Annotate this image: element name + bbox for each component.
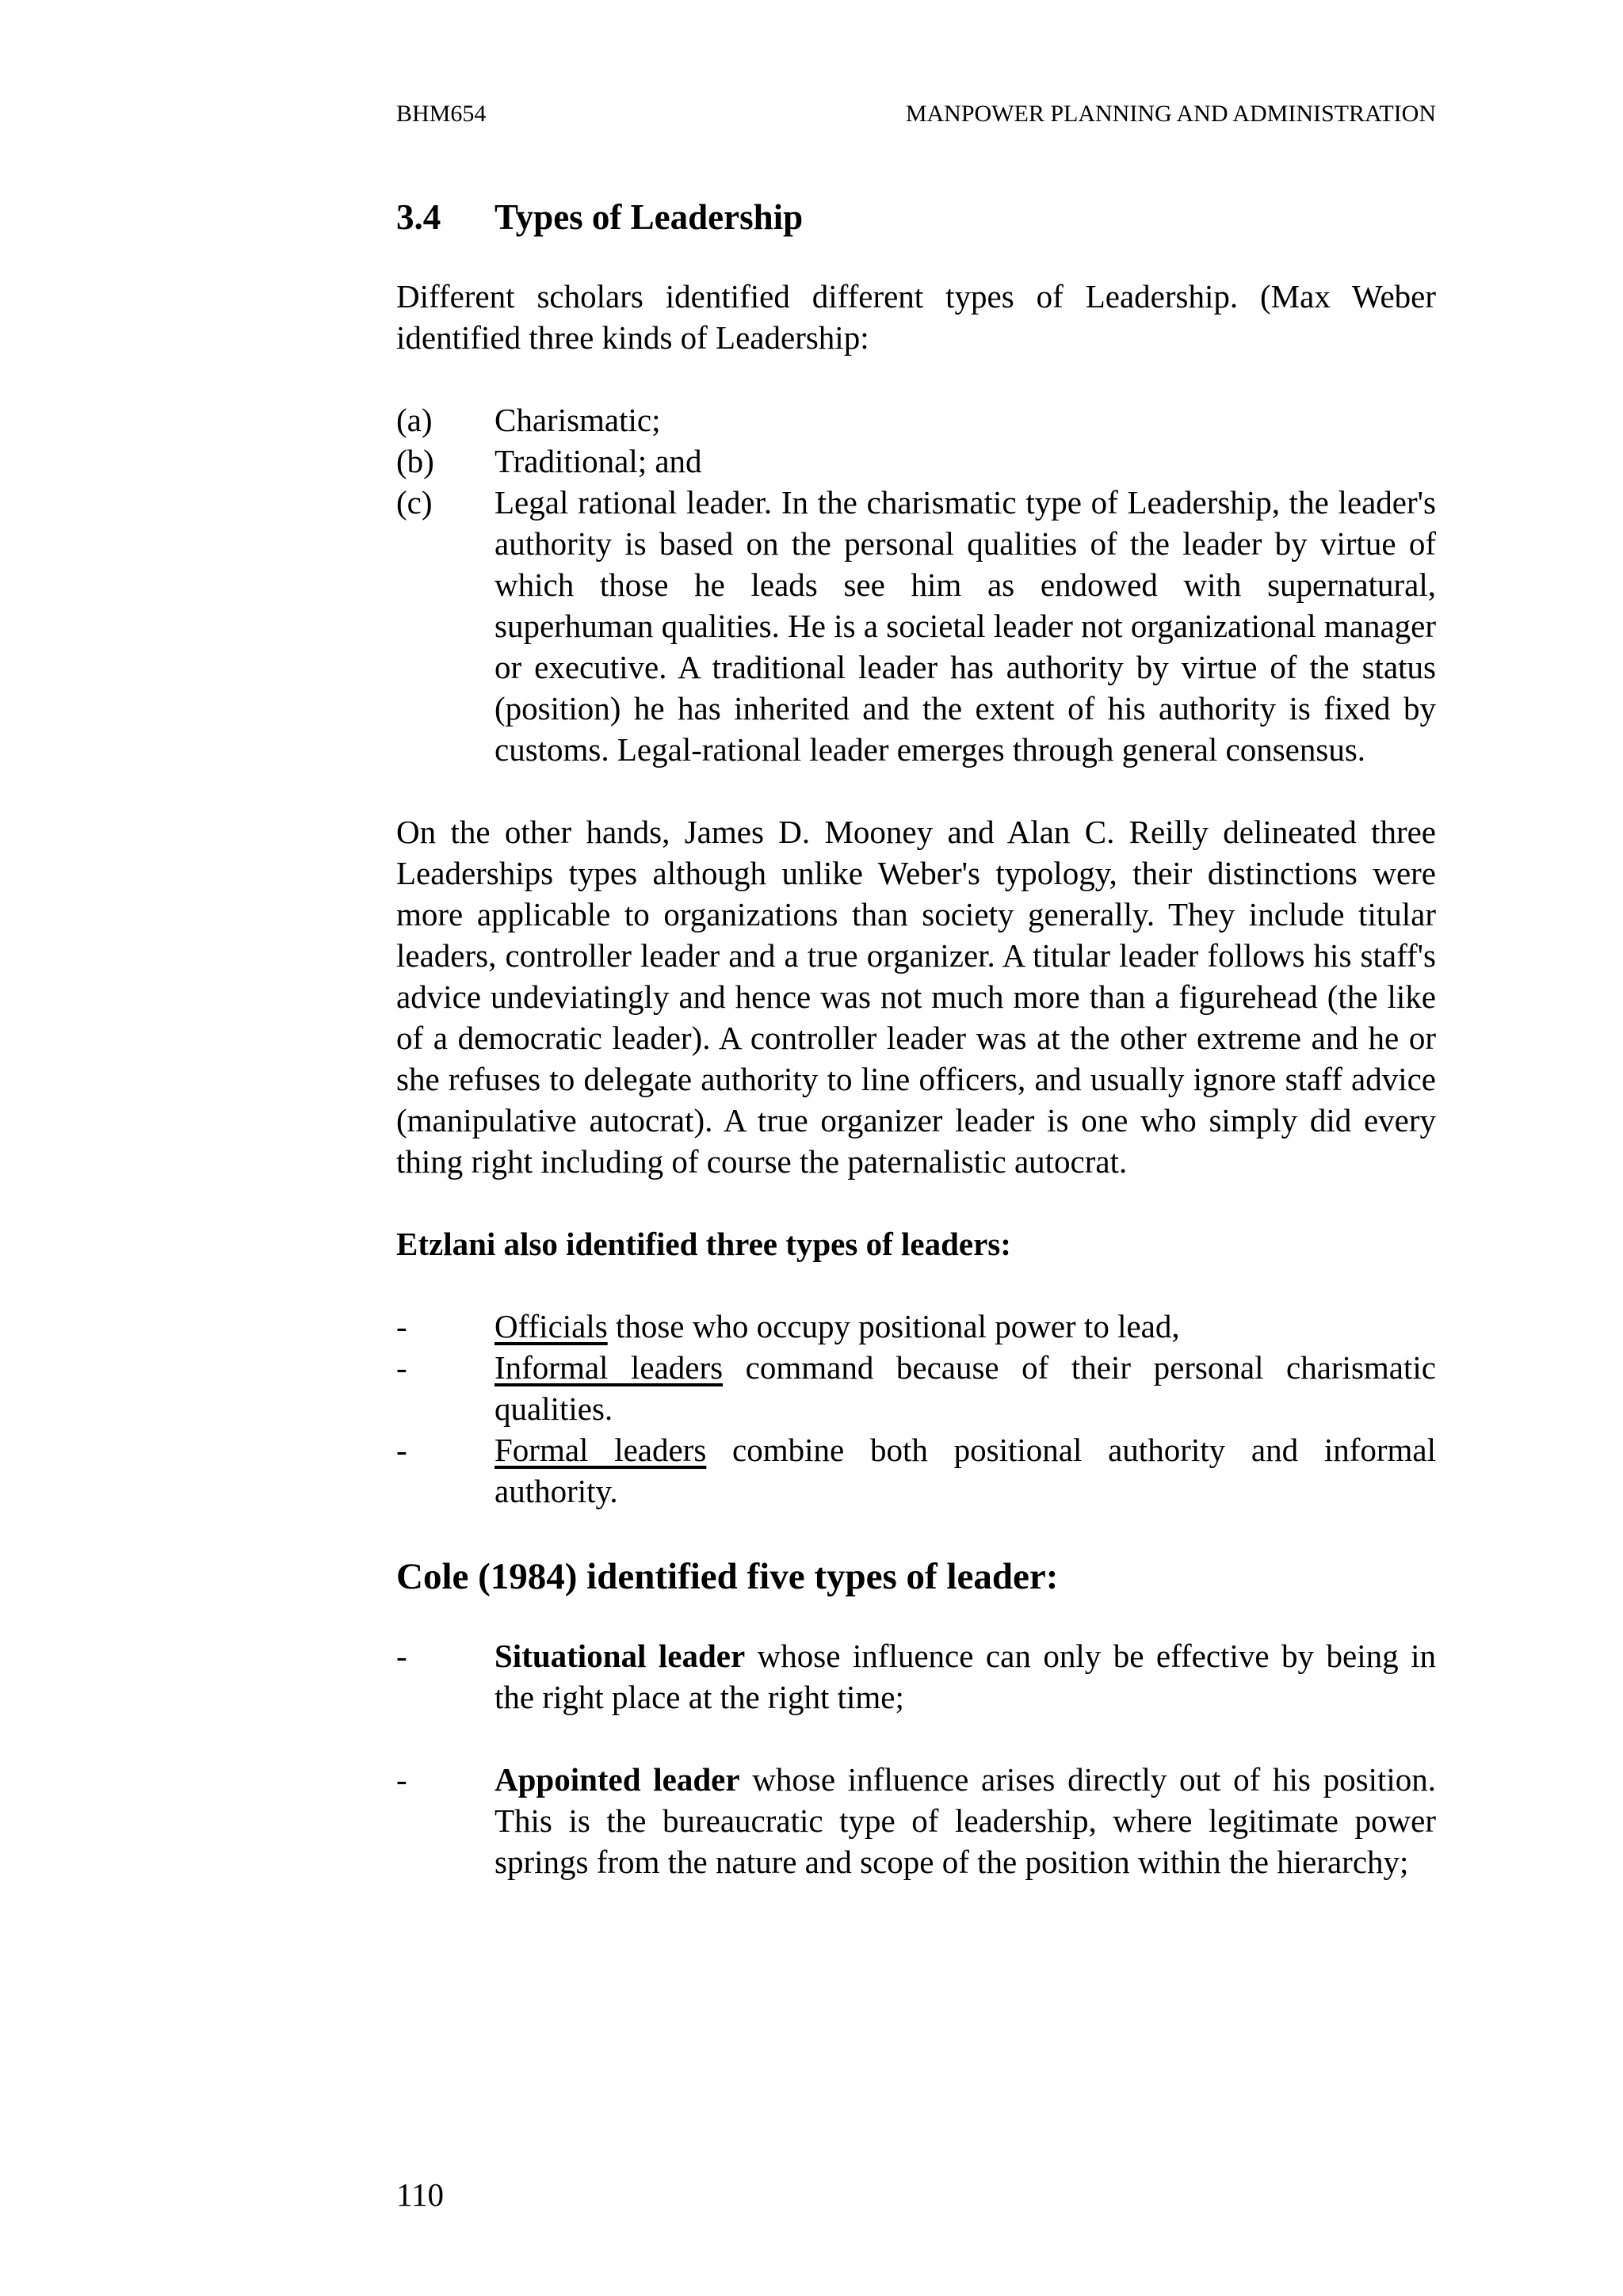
list-item <box>396 441 1436 482</box>
term-situational-leader: Situational leader <box>495 1638 746 1674</box>
list-item-text <box>495 1759 1436 1882</box>
list-item <box>396 399 1436 441</box>
list-item <box>396 1759 1436 1882</box>
list-item <box>396 1347 1436 1429</box>
list-item <box>396 482 1436 770</box>
list-marker: - <box>396 1349 407 1386</box>
section-title: Types of Leadership <box>495 197 804 237</box>
term-description: whose influence can only be effective by being in the right place at the right time; <box>495 1638 1436 1715</box>
course-title: MANPOWER PLANNING AND ADMINISTRATION <box>905 101 1436 127</box>
list-item <box>396 1635 1436 1718</box>
list-item-text <box>495 1306 1436 1347</box>
etzlani-list <box>396 1306 1436 1512</box>
list-marker: (a) <box>396 402 433 438</box>
list-item-text <box>495 1347 1436 1429</box>
list-marker: - <box>396 1638 407 1674</box>
list-marker: - <box>396 1432 407 1468</box>
mooney-paragraph: On the other hands, James D. Mooney and Alan C. Reilly delineated three Leaderships types although unlike Weber's typology, their distinctions were more applicable to organizations than society generally. They include titular leaders, controller leader and a true organizer. A titular leader follows his staff's advice undeviatingly and hence was not much more than a figurehead (the like of a democratic leader). A controller leader was at the other extreme and he or she refuses to delegate authority to line officers, and usually ignore staff advice (manipulative autocrat). A true organizer leader is one who simply did every thing right including of course the paternalistic autocrat. <box>396 814 1436 1180</box>
term-description: combine both positional authority and informal authority. <box>495 1432 1437 1509</box>
etzlani-heading: Etzlani also identified three types of leaders: <box>396 1226 1011 1262</box>
list-item-text <box>495 1429 1436 1512</box>
cole-list <box>396 1635 1436 1882</box>
list-item <box>396 1429 1436 1512</box>
main-content <box>396 193 1436 1882</box>
course-code: BHM654 <box>396 101 487 127</box>
section-heading <box>396 193 1436 241</box>
list-marker: (b) <box>396 443 434 479</box>
term-informal-leaders: Informal leaders <box>495 1349 724 1386</box>
term-description: whose influence arises directly out of his position. This is the bureaucratic type of leadership, where legitimate power springs from the nature and scope of the position within the hierarchy; <box>495 1761 1436 1880</box>
page-number: 110 <box>396 2176 444 2213</box>
running-header <box>396 98 1436 130</box>
cole-heading: Cole (1984) identified five types of leader: <box>396 1556 1059 1597</box>
list-item-text: Traditional; and <box>495 443 702 479</box>
intro-paragraph: Different scholars identified different types of Leadership. (Max Weber identified three kinds of Leadership: <box>396 278 1436 356</box>
list-item-text <box>495 1635 1436 1718</box>
term-appointed-leader: Appointed leader <box>495 1761 740 1798</box>
list-marker: (c) <box>396 484 433 521</box>
term-description: command because of their personal charismatic qualities. <box>495 1349 1436 1427</box>
term-description: those who occupy positional power to lead, <box>607 1308 1180 1344</box>
term-formal-leaders: Formal leaders <box>495 1432 707 1468</box>
list-item-text: Charismatic; <box>495 402 661 438</box>
list-marker: - <box>396 1308 407 1344</box>
list-marker: - <box>396 1761 407 1798</box>
list-item <box>396 1306 1436 1347</box>
section-number: 3.4 <box>396 197 441 237</box>
term-officials: Officials <box>495 1308 608 1344</box>
list-item-text: Legal rational leader. In the charismatic type of Leadership, the leader's authority is based on the personal qualities of the leader by virtue of which those he leads see him as endowed with supernatural, superhuman qualities. He is a societal leader not organizational manager or executive. A traditional leader has authority by virtue of the status (position) he has inherited and the extent of his authority is fixed by customs. Legal-rational leader emerges through general consensus. <box>495 484 1436 768</box>
weber-list <box>396 399 1436 770</box>
